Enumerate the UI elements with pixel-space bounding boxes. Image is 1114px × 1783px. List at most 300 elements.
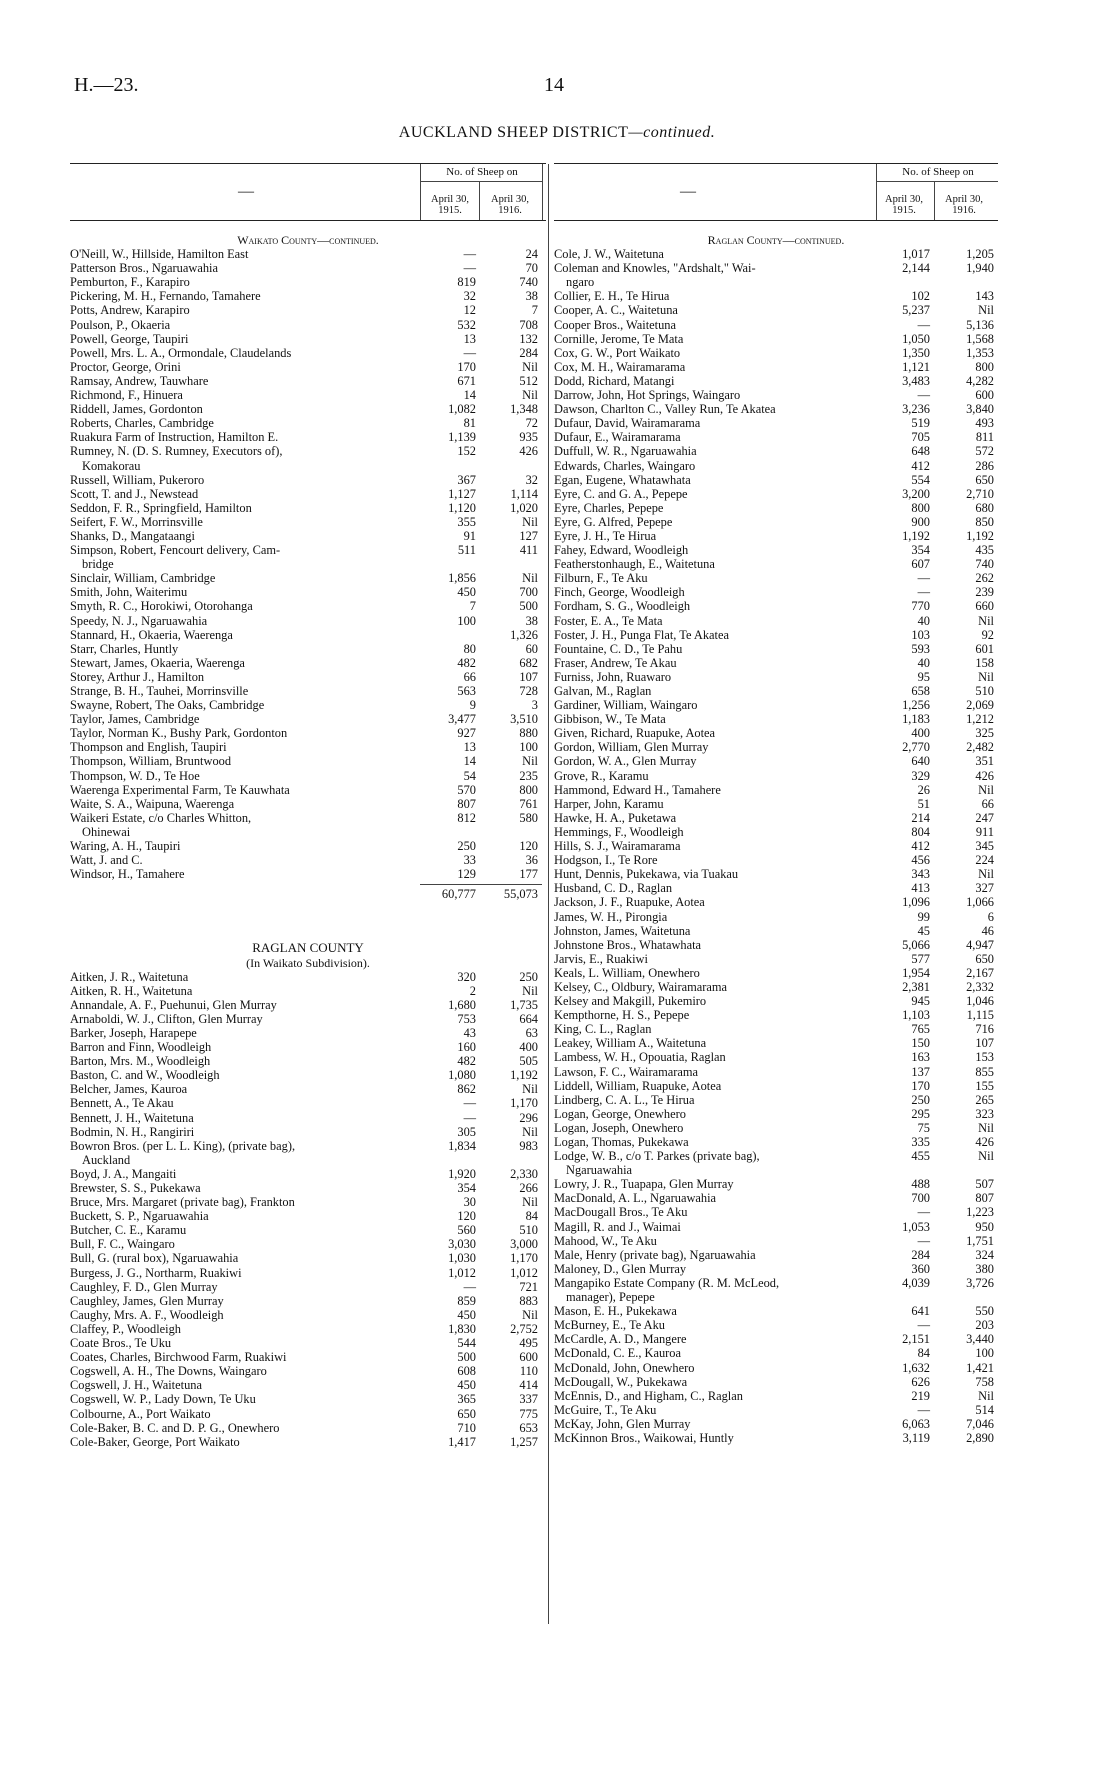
sheep-1915: 81: [463, 416, 476, 431]
owner-name: Husband, C. D., Raglan: [554, 881, 673, 896]
header-dash: —: [238, 183, 254, 200]
owner-name: Cogswell, J. H., Waitetuna: [70, 1378, 202, 1393]
sheep-1916: Nil: [978, 1149, 994, 1164]
table-row: [554, 346, 998, 360]
sheep-1916: 345: [975, 839, 994, 854]
sheep-1915: —: [917, 1205, 930, 1220]
sheep-1916: 800: [975, 359, 994, 374]
table-row: [554, 261, 998, 275]
sheep-1915: 1,920: [448, 1166, 476, 1181]
table-row: [554, 1205, 998, 1219]
owner-name: Cogswell, A. H., The Downs, Waingaro: [70, 1364, 267, 1379]
owner-name: Cornille, Jerome, Te Mata: [554, 331, 684, 346]
table-row: [70, 1040, 546, 1054]
sheep-1915: 700: [911, 1191, 930, 1206]
sheep-1916: 250: [519, 969, 538, 984]
table-row: [70, 769, 546, 783]
sheep-1915: 1,017: [902, 247, 930, 262]
sheep-1916: 650: [975, 472, 994, 487]
sheep-1916: 426: [975, 1135, 994, 1149]
sheep-1915: 1,082: [448, 402, 476, 417]
sheep-1916: 84: [525, 1209, 538, 1224]
owner-name: Thompson, William, Bruntwood: [70, 754, 232, 769]
sheep-1916: Nil: [522, 514, 538, 529]
sheep-1916: 700: [519, 585, 538, 600]
sheep-1916: 63: [525, 1025, 538, 1040]
owner-name: Hammond, Edward H., Tamahere: [554, 782, 721, 797]
owner-name: Ruakura Farm of Instruction, Hamilton E.: [70, 430, 279, 445]
owner-name: Powell, George, Taupiri: [70, 331, 189, 346]
sheep-1916: Nil: [522, 359, 538, 374]
table-row: [70, 797, 546, 811]
sheep-1915: —: [463, 261, 476, 276]
table-row: [70, 543, 546, 557]
owner-name: Kempthorne, H. S., Pepepe: [554, 1008, 690, 1023]
sheep-1915: 91: [463, 528, 476, 543]
sheep-1916: 2,890: [966, 1430, 994, 1445]
sheep-1916: 60: [525, 641, 538, 656]
sheep-1915: 671: [457, 373, 476, 388]
sheep-1916: 740: [975, 557, 994, 572]
table-row: [70, 628, 546, 642]
sheep-1916: 110: [519, 1364, 538, 1379]
owner-name: McDonald, C. E., Kauroa: [554, 1346, 681, 1361]
sheep-1916: 239: [975, 585, 994, 600]
sheep-1915: 51: [917, 796, 930, 811]
table-row: [70, 1435, 546, 1449]
table-row: [554, 402, 998, 416]
sheep-1915: 66: [463, 669, 476, 684]
owner-name: ngaro: [566, 275, 595, 290]
sheep-1916: 5,136: [966, 317, 994, 332]
table-row: [70, 1392, 546, 1406]
table-row: [70, 444, 546, 458]
sheep-1916: 158: [975, 655, 994, 670]
sheep-1916: 935: [519, 430, 538, 445]
table-row: [554, 303, 998, 317]
owner-name: Eyre, Charles, Pepepe: [554, 500, 664, 515]
sheep-1915: 1,680: [448, 997, 476, 1012]
table-row: [70, 1364, 546, 1378]
sheep-1916: 708: [519, 317, 538, 332]
sheep-1916: 1,170: [510, 1251, 538, 1266]
sheep-1916: 721: [519, 1279, 538, 1294]
sheep-1915: 1,120: [448, 500, 476, 515]
sheep-1916: 800: [519, 782, 538, 797]
sheep-1916: 3,440: [966, 1332, 994, 1347]
table-row: [554, 1431, 998, 1445]
table-row: [70, 1294, 546, 1308]
sheep-1915: 40: [917, 613, 930, 628]
owner-name: Arnaboldi, W. J., Clifton, Glen Murray: [70, 1011, 263, 1026]
sheep-1916: 177: [519, 867, 538, 882]
owner-name: Cole-Baker, B. C. and D. P. G., Onewhero: [70, 1420, 280, 1435]
sheep-1916: 6: [987, 909, 994, 924]
sheep-1915: 765: [911, 1022, 930, 1037]
owner-name: Fordham, S. G., Woodleigh: [554, 599, 691, 614]
table-row: [554, 684, 998, 698]
sheep-1916: 286: [975, 458, 994, 473]
table-row: [70, 740, 546, 754]
table-row: [554, 614, 998, 628]
owner-name: Ngaruawahia: [566, 1163, 633, 1178]
sheep-1916: 2,482: [966, 740, 994, 755]
sheep-1915: 455: [911, 1149, 930, 1164]
sheep-1916: 510: [519, 1223, 538, 1238]
owner-name: Grove, R., Karamu: [554, 768, 649, 783]
owner-name: Caughy, Mrs. A. F., Woodleigh: [70, 1307, 224, 1322]
owner-name: Auckland: [82, 1152, 131, 1167]
owner-name: Lindberg, C. A. L., Te Hirua: [554, 1092, 695, 1107]
sheep-1915: —: [917, 571, 930, 586]
owner-name: Richmond, F., Hinuera: [70, 388, 183, 403]
sheep-1916: 426: [975, 768, 994, 783]
owner-name: Given, Richard, Ruapuke, Aotea: [554, 726, 716, 741]
table-row: [70, 599, 546, 613]
sheep-1916: 1,020: [510, 500, 538, 515]
table-row: [554, 952, 998, 966]
sheep-1915: 320: [457, 969, 476, 984]
table-row: [554, 360, 998, 374]
sheep-1916: 758: [975, 1374, 994, 1389]
table-row: [70, 642, 546, 656]
sheep-1916: 500: [519, 599, 538, 614]
owner-name: Maloney, D., Glen Murray: [554, 1261, 687, 1276]
owner-name: Cox, M. H., Wairamarama: [554, 359, 686, 374]
owner-name: Watt, J. and C.: [70, 853, 143, 868]
sheep-1916: 284: [519, 345, 538, 360]
sheep-1915: —: [917, 1233, 930, 1248]
sheep-1915: 400: [911, 726, 930, 741]
owner-name: Hodgson, I., Te Rore: [554, 853, 658, 868]
table-row: [70, 430, 546, 444]
owner-name: Waerenga Experimental Farm, Te Kauwhata: [70, 782, 290, 797]
sheep-1916: 265: [975, 1092, 994, 1107]
sheep-1915: 95: [917, 669, 930, 684]
sheep-1915: —: [463, 1096, 476, 1111]
owner-name: Scott, T. and J., Newstead: [70, 486, 199, 501]
sheep-1915: 329: [911, 768, 930, 783]
sheep-1915: 1,080: [448, 1068, 476, 1083]
sheep-1915: 129: [457, 867, 476, 882]
sheep-1915: 482: [457, 655, 476, 670]
owner-name: Taylor, Norman K., Bushy Park, Gordonton: [70, 726, 288, 741]
table-row: [70, 1012, 546, 1026]
owner-name: Ohinewai: [82, 824, 131, 839]
owner-name: Aitken, J. R., Waitetuna: [70, 969, 189, 984]
sheep-1915: 1,012: [448, 1265, 476, 1280]
sheep-1915: 648: [911, 444, 930, 459]
owner-name: Ramsay, Andrew, Tauwhare: [70, 373, 209, 388]
sheep-1915: 2,151: [902, 1332, 930, 1347]
owner-name: manager), Pepepe: [566, 1290, 655, 1305]
owner-name: Caughley, F. D., Glen Murray: [70, 1279, 218, 1294]
owner-name: Cole, J. W., Waitetuna: [554, 247, 664, 262]
left-column: [70, 163, 546, 1449]
owner-name: Roberts, Charles, Cambridge: [70, 416, 214, 431]
sheep-1916: 911: [975, 824, 994, 839]
table-row: [554, 1417, 998, 1431]
owner-name: McKay, John, Glen Murray: [554, 1416, 691, 1431]
sheep-1915: 1,053: [902, 1219, 930, 1234]
sheep-1916: 3,510: [510, 712, 538, 727]
table-row: [70, 557, 546, 571]
sheep-1916: 1,326: [510, 627, 538, 642]
owner-name: Bull, F. C., Waingaro: [70, 1237, 175, 1252]
table-row: [554, 783, 998, 797]
table-row: [554, 1079, 998, 1093]
sheep-1915: 413: [911, 881, 930, 896]
table-row: [70, 998, 546, 1012]
sheep-1915: 170: [911, 1078, 930, 1093]
sheep-1916: 235: [519, 768, 538, 783]
table-row: [70, 1280, 546, 1294]
table-row: [554, 1022, 998, 1036]
owner-name: Gordon, William, Glen Murray: [554, 740, 709, 755]
sheep-1915: 9: [469, 698, 476, 713]
table-row: [70, 1111, 546, 1125]
sheep-1916: 550: [975, 1304, 994, 1319]
sheep-1915: 355: [457, 514, 476, 529]
sheep-1916: 664: [519, 1011, 538, 1026]
sheep-1915: 137: [911, 1064, 930, 1079]
sheep-1916: 650: [975, 951, 994, 966]
left-rows-raglan: [70, 970, 546, 1449]
table-row: [70, 712, 546, 726]
table-row: [70, 303, 546, 317]
sheep-1915: 14: [463, 388, 476, 403]
owner-name: Bennett, A., Te Akau: [70, 1096, 174, 1111]
owner-name: Logan, Joseph, Onewhero: [554, 1120, 684, 1135]
sheep-1915: 819: [457, 275, 476, 290]
owner-name: Gordon, W. A., Glen Murray: [554, 754, 697, 769]
sheep-1916: 880: [519, 726, 538, 741]
sheep-1915: 577: [911, 951, 930, 966]
sheep-1916: 728: [519, 684, 538, 698]
sheep-1915: 170: [457, 359, 476, 374]
sheep-1915: 519: [911, 416, 930, 431]
sheep-1915: 13: [463, 740, 476, 755]
sheep-1916: 296: [519, 1110, 538, 1125]
sheep-1916: 493: [975, 416, 994, 431]
sheep-1916: 1,205: [966, 247, 994, 262]
table-row: [554, 1107, 998, 1121]
sheep-1916: 155: [975, 1078, 994, 1093]
sheep-1916: 950: [975, 1219, 994, 1234]
table-row: [554, 966, 998, 980]
sheep-1916: 24: [525, 247, 538, 262]
right-column-header: [554, 163, 998, 221]
sheep-1916: 100: [975, 1346, 994, 1361]
table-row: [554, 628, 998, 642]
table-row: [554, 1403, 998, 1417]
sheep-1915: 3,200: [902, 486, 930, 501]
owner-name: Johnstone Bros., Whatawhata: [554, 937, 702, 952]
owner-name: Bennett, J. H., Waitetuna: [70, 1110, 194, 1125]
sheep-1916: 660: [975, 599, 994, 614]
sheep-1915: 3,236: [902, 402, 930, 417]
sheep-1915: 2: [469, 983, 476, 998]
sheep-1915: 800: [911, 500, 930, 515]
owner-name: Lawson, F. C., Wairamarama: [554, 1064, 699, 1079]
sheep-1915: 488: [911, 1177, 930, 1192]
owner-name: Seddon, F. R., Springfield, Hamilton: [70, 500, 252, 515]
sheep-1915: 456: [911, 853, 930, 868]
owner-name: Keals, L. William, Onewhero: [554, 965, 700, 980]
owner-name: Lodge, W. B., c/o T. Parkes (private bag),: [554, 1149, 760, 1164]
sheep-1915: 33: [463, 853, 476, 868]
sheep-1916: 107: [519, 669, 538, 684]
sheep-1915: 705: [911, 430, 930, 445]
table-row: [70, 1308, 546, 1322]
sheep-1915: 163: [911, 1050, 930, 1065]
owner-name: Rumney, N. (D. S. Rumney, Executors of),: [70, 444, 283, 459]
table-row: [70, 614, 546, 628]
sheep-1916: 653: [519, 1420, 538, 1435]
owner-name: Mangapiko Estate Company (R. M. McLeod,: [554, 1275, 780, 1290]
sheep-1915: —: [463, 345, 476, 360]
sheep-1915: 80: [463, 641, 476, 656]
owner-name: McCardle, A. D., Mangere: [554, 1332, 687, 1347]
sheep-1915: 560: [457, 1223, 476, 1238]
table-row: [70, 388, 546, 402]
owner-name: Kelsey and Makgill, Pukemiro: [554, 994, 707, 1009]
owner-name: Cooper Bros., Waitetuna: [554, 317, 676, 332]
sheep-1916: 1,421: [966, 1360, 994, 1375]
sheep-1916: 426: [519, 444, 538, 459]
table-row: [70, 839, 546, 853]
sheep-1916: 512: [519, 373, 538, 388]
owner-name: Male, Henry (private bag), Ngaruawahia: [554, 1247, 756, 1262]
table-row: [554, 487, 998, 501]
owner-name: Johnston, James, Waitetuna: [554, 923, 691, 938]
table-row: [70, 332, 546, 346]
sheep-1915: 160: [457, 1040, 476, 1055]
owner-name: Swayne, Robert, The Oaks, Cambridge: [70, 698, 265, 713]
table-row: [70, 501, 546, 515]
table-row: [554, 1149, 998, 1163]
table-row: [70, 825, 546, 839]
owner-name: Smith, John, Waiterimu: [70, 585, 188, 600]
header-sheep-count: No. of Sheep on: [902, 166, 974, 178]
sheep-1915: 5,066: [902, 937, 930, 952]
header-dash: —: [680, 183, 696, 200]
table-row: [554, 1290, 998, 1304]
table-row: [554, 388, 998, 402]
owner-name: Jackson, J. F., Ruapuke, Aotea: [554, 895, 705, 910]
table-row: [554, 1008, 998, 1022]
sheep-1915: 945: [911, 994, 930, 1009]
sheep-1916: 4,947: [966, 937, 994, 952]
table-row: [554, 811, 998, 825]
table-row: [554, 1304, 998, 1318]
owner-name: Barker, Joseph, Harapepe: [70, 1025, 197, 1040]
sheep-1916: 2,752: [510, 1321, 538, 1336]
sheep-1915: 54: [463, 768, 476, 783]
sheep-1915: 305: [457, 1124, 476, 1139]
table-row: [70, 1125, 546, 1139]
owner-name: Claffey, P., Woodleigh: [70, 1321, 181, 1336]
sheep-1915: 4,039: [902, 1275, 930, 1290]
owner-name: Storey, Arthur J., Hamilton: [70, 669, 205, 684]
sheep-1916: 66: [981, 796, 994, 811]
table-row: [70, 1026, 546, 1040]
table-row: [554, 332, 998, 346]
table-row: [70, 416, 546, 430]
table-row: [554, 839, 998, 853]
table-row: [554, 459, 998, 473]
table-row: [554, 473, 998, 487]
table-row: [554, 599, 998, 613]
sheep-1916: 120: [519, 839, 538, 854]
owner-name: Simpson, Robert, Fencourt delivery, Cam-: [70, 543, 281, 558]
owner-name: Barton, Mrs. M., Woodleigh: [70, 1054, 211, 1069]
sheep-1915: 7: [469, 599, 476, 614]
owner-name: Waikeri Estate, c/o Charles Whitton,: [70, 810, 252, 825]
owner-name: Eyre, J. H., Te Hirua: [554, 528, 657, 543]
owner-name: Eyre, G. Alfred, Pepepe: [554, 514, 673, 529]
sheep-1915: 3,477: [448, 712, 476, 727]
sheep-1916: 1,192: [510, 1068, 538, 1083]
sheep-1916: 1,192: [966, 528, 994, 543]
sheep-1915: 450: [457, 1307, 476, 1322]
table-row: [70, 1350, 546, 1364]
sheep-1916: 510: [975, 684, 994, 698]
sheep-1915: 607: [911, 557, 930, 572]
sheep-1915: 26: [917, 782, 930, 797]
table-row: [554, 740, 998, 754]
sheep-1916: 2,069: [966, 698, 994, 713]
sheep-1915: 102: [911, 289, 930, 304]
sheep-1915: 927: [457, 726, 476, 741]
owner-name: Jarvis, E., Ruakiwi: [554, 951, 648, 966]
owner-name: Darrow, John, Hot Springs, Waingaro: [554, 388, 741, 403]
owner-name: Lowry, J. R., Tuapapa, Glen Murray: [554, 1177, 734, 1192]
sheep-1916: 2,167: [966, 965, 994, 980]
owner-name: Magill, R. and J., Waimai: [554, 1219, 681, 1234]
table-row: [70, 346, 546, 360]
sheep-1916: 1,940: [966, 261, 994, 276]
owner-name: Powell, Mrs. L. A., Ormondale, Claudelands: [70, 345, 292, 360]
table-row: [70, 1054, 546, 1068]
total-1915: 60,777: [441, 887, 476, 902]
sheep-1915: 214: [911, 810, 930, 825]
sheep-1916: 514: [975, 1402, 994, 1417]
table-row: [554, 642, 998, 656]
owner-name: Pemburton, F., Karapiro: [70, 275, 190, 290]
owner-name: Coate Bros., Te Uku: [70, 1336, 172, 1351]
sheep-1915: 1,103: [902, 1008, 930, 1023]
sheep-1916: 680: [975, 500, 994, 515]
owner-name: bridge: [82, 557, 114, 572]
table-row: [70, 261, 546, 275]
owner-name: Eyre, C. and G. A., Pepepe: [554, 486, 688, 501]
sheep-1915: 284: [911, 1247, 930, 1262]
owner-name: McKinnon Bros., Waikowai, Huntly: [554, 1430, 734, 1445]
sheep-1916: 32: [525, 472, 538, 487]
header-year-1916: April 30, 1916.: [945, 194, 983, 216]
owner-name: Belcher, James, Kauroa: [70, 1082, 188, 1097]
owner-name: James, W. H., Pirongia: [554, 909, 668, 924]
sheep-1915: 45: [917, 923, 930, 938]
sheep-1916: 1,735: [510, 997, 538, 1012]
owner-name: Dufaur, David, Wairamarama: [554, 416, 701, 431]
sheep-1916: 495: [519, 1336, 538, 1351]
owner-name: Cole-Baker, George, Port Waikato: [70, 1434, 240, 1449]
sheep-1916: 132: [519, 331, 538, 346]
owner-name: Egan, Eugene, Whatawhata: [554, 472, 691, 487]
table-row: [70, 275, 546, 289]
